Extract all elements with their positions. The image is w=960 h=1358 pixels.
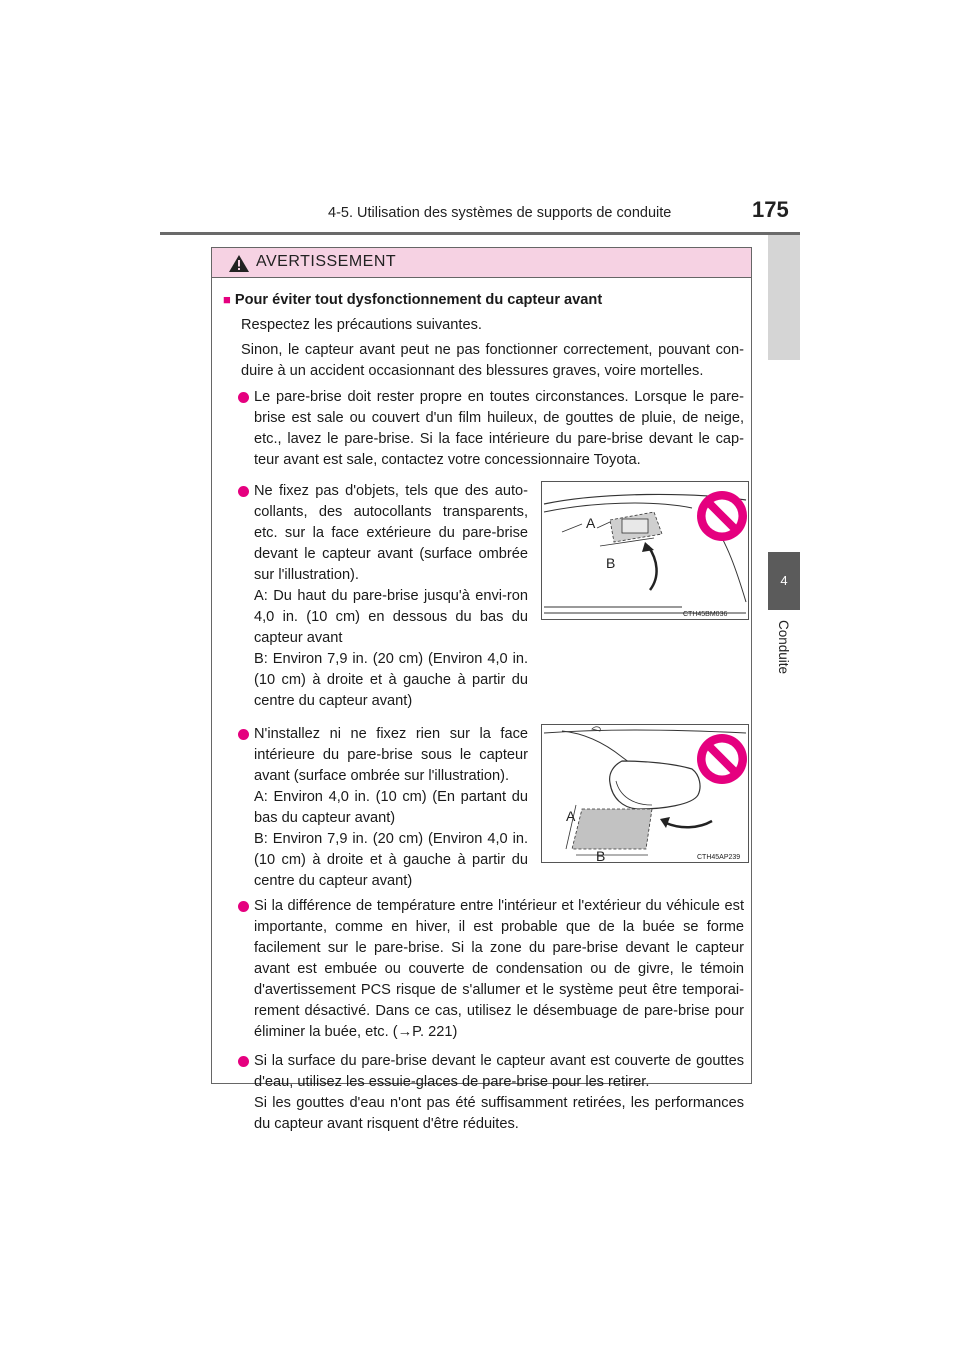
- label-b: B: [596, 848, 606, 862]
- bullet-text: N'installez ni ne fixez rien sur la face intérieure du pare-brise sous le capteur avant (surface ombrée sur l'illustration).: [254, 726, 528, 784]
- bullet-text: Si la surface du pare-brise devant le capteur avant est couverte de gouttes d'eau, utilisez les essuie-glaces de pare-brise pour les retirer.: [254, 1053, 744, 1090]
- bullet-text-continued: Si les gouttes d'eau n'ont pas été suffisamment retirées, les performances du capteur avant risquent d'être réduites.: [254, 1095, 744, 1132]
- label-b: B: [606, 555, 616, 571]
- windshield-exterior-illustration: [541, 481, 749, 620]
- bullet-text: Ne fixez pas d'objets, tels que des auto-collants, des autocollants transparents, etc. sur la face extérieure du pare-brise devant le capteur avant (surface ombrée sur l'illustration).: [254, 483, 528, 583]
- windshield-exterior-drawing: [542, 482, 748, 619]
- section-heading: [223, 289, 744, 311]
- bullet-text: Le pare-brise doit rester propre en toutes circonstances. Lorsque le pare-brise est sale ou couvert d'un film huileux, de gouttes de pluie, de neige, etc., lavez le pare-brise. Si la face intérieure du pare-brise devant le cap-teur avant est sale, contactez votre concessionnaire Toyota.: [254, 389, 744, 468]
- chapter-number-tab: 4: [768, 552, 800, 610]
- warning-box: [211, 247, 752, 1132]
- prohibited-icon: [697, 734, 747, 784]
- bullet-text: Si la différence de température entre l'intérieur et l'extérieur du véhicule est importante, comme en hiver, il est probable que de la buée se forme facilement sur le pare-brise. Si la zone du pare-brise devant le capteur avant est embuée ou couverte de condensation ou de givre, le témoin d'avertissement PCS risque de s'allumer et le système peut être temporai-rement désactivé. Dans ce cas, utilisez le désembuage de pare-brise pour éliminer la buée, etc. (→P. 221): [254, 898, 744, 1040]
- image-code: CTH45AP239: [697, 854, 741, 861]
- intro-text-1: Respectez les précautions suivantes.: [241, 317, 482, 333]
- warning-title: AVERTISSEMENT: [256, 253, 397, 270]
- page-number: 175: [752, 197, 789, 222]
- section-heading-text: Pour éviter tout dysfonctionnement du capteur avant: [234, 292, 603, 308]
- bullet-item: [223, 1051, 744, 1135]
- bullet-dot-icon: [238, 486, 249, 497]
- chapter-label: Conduite: [776, 620, 791, 675]
- image-code: CTH45BM036: [683, 611, 728, 618]
- warning-header: [212, 248, 751, 278]
- dimension-b-text: B: Environ 7,9 in. (20 cm) (Environ 4,0 in. (10 cm) à droite et à gauche à partir du centre du capteur avant): [254, 831, 528, 889]
- bullet-dot-icon: [238, 392, 249, 403]
- bullet-dot-icon: [238, 901, 249, 912]
- bullet-item: [223, 724, 528, 892]
- square-bullet-icon: ■: [223, 292, 231, 307]
- section-title: 4-5. Utilisation des systèmes de supports de conduite: [328, 205, 672, 221]
- prohibited-icon: [697, 491, 747, 541]
- bullet-item: [223, 481, 528, 712]
- label-a: A: [566, 808, 576, 824]
- header-rule: [160, 232, 800, 235]
- warning-triangle-icon: [229, 255, 249, 272]
- windshield-interior-drawing: [542, 725, 748, 862]
- intro-text-2: Sinon, le capteur avant peut ne pas fonctionner correctement, pouvant con-duire à un accident occasionnant des blessures graves, voire mortelles.: [241, 342, 744, 379]
- label-a: A: [586, 515, 596, 531]
- dimension-a-text: A: Environ 4,0 in. (10 cm) (En partant du bas du capteur avant): [254, 789, 528, 826]
- dimension-b-text: B: Environ 7,9 in. (20 cm) (Environ 4,0 in. (10 cm) à droite et à gauche à partir du centre du capteur avant): [254, 651, 528, 709]
- side-tab-block: [768, 235, 800, 360]
- bullet-item: [223, 387, 744, 471]
- bullet-dot-icon: [238, 729, 249, 740]
- bullet-item: [223, 896, 744, 1043]
- bullet-dot-icon: [238, 1056, 249, 1067]
- warning-content: [223, 289, 744, 1135]
- dimension-a-text: A: Du haut du pare-brise jusqu'à envi-ron 4,0 in. (10 cm) en dessous du bas du capteur avant: [254, 588, 528, 646]
- windshield-interior-illustration: [541, 724, 749, 863]
- bullet-row-with-illustration: [223, 724, 744, 892]
- bullet-row-with-illustration: [223, 481, 744, 712]
